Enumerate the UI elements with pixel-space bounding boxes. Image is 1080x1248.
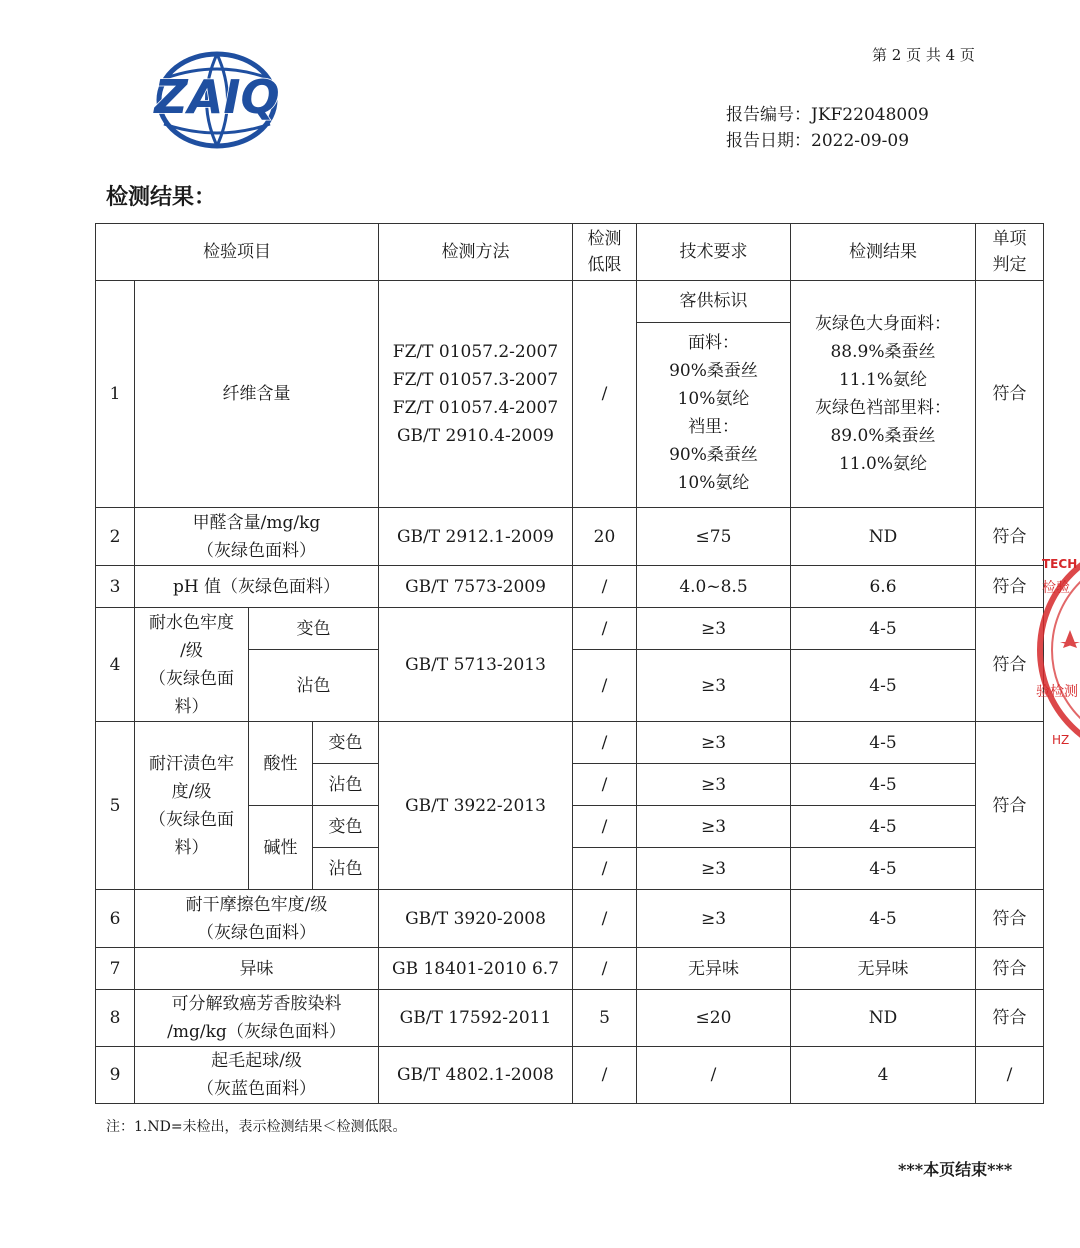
table-cell: 1 (96, 281, 135, 508)
table-cell: 4 (96, 608, 135, 722)
header-item: 检验项目 (96, 224, 379, 281)
table-cell: / (573, 806, 637, 848)
table-cell: 3 (96, 566, 135, 608)
table-cell: / (573, 722, 637, 764)
table-row (96, 566, 1044, 608)
table-cell: 20 (573, 508, 637, 566)
table-cell: 耐干摩擦色牢度/级 （灰绿色面料） (135, 890, 379, 948)
table-cell: 符合 (976, 608, 1044, 722)
table-cell: 4-5 (791, 806, 976, 848)
table-cell: 客供标识 面料： 90%桑蚕丝 10%氨纶 裆里： 90%桑蚕丝 10%氨纶 (637, 281, 791, 508)
table-row (96, 281, 1044, 508)
table-header-row (96, 224, 1044, 281)
table-cell: 变色 (249, 608, 379, 650)
table-cell: / (573, 650, 637, 722)
method-cell: FZ/T 01057.2-2007 FZ/T 01057.3-2007 FZ/T 01057.4-2007 GB/T 2910.4-2009 (379, 281, 573, 508)
table-cell: ≥3 (637, 608, 791, 650)
header-limit: 检测 低限 (573, 224, 637, 281)
table-cell: GB/T 3920-2008 (379, 890, 573, 948)
table-row (96, 890, 1044, 948)
report-date: 2022-09-09 (811, 131, 910, 151)
table-cell: 无异味 (791, 948, 976, 990)
table-cell: 2 (96, 508, 135, 566)
section-title: 检测结果： (106, 185, 217, 210)
table-cell: 纤维含量 (135, 281, 379, 508)
table-row (96, 1047, 1044, 1104)
table-row (96, 990, 1044, 1047)
table-cell: 沾色 (313, 848, 379, 890)
table-cell: ≥3 (637, 890, 791, 948)
results-table (95, 223, 1044, 1104)
table-cell: GB/T 5713-2013 (379, 608, 573, 722)
header-requirement: 技术要求 (637, 224, 791, 281)
table-cell: 符合 (976, 948, 1044, 990)
table-cell: 无异味 (637, 948, 791, 990)
table-cell: 符合 (976, 990, 1044, 1047)
table-cell: ND (791, 508, 976, 566)
table-cell: GB/T 3922-2013 (379, 722, 573, 890)
table-cell: 符合 (976, 566, 1044, 608)
table-cell: pH 值（灰绿色面料） (135, 566, 379, 608)
svg-text:TECH: TECH (1042, 557, 1078, 571)
report-number-line: 报告编号：JKF22048009 (726, 105, 929, 125)
table-cell: 6.6 (791, 566, 976, 608)
table-cell: / (573, 566, 637, 608)
requirement-subheader: 客供标识 (637, 281, 790, 323)
header-method: 检测方法 (379, 224, 573, 281)
table-row (96, 608, 1044, 650)
table-cell: 符合 (976, 890, 1044, 948)
logo-text: ZAIQ (154, 70, 280, 124)
table-cell: 符合 (976, 508, 1044, 566)
table-cell: 沾色 (313, 764, 379, 806)
table-row (96, 508, 1044, 566)
table-cell: 4.0~8.5 (637, 566, 791, 608)
table-cell: 碱性 (249, 806, 313, 890)
table-cell: 耐水色牢度 /级 （灰绿色面 料） (135, 608, 249, 722)
table-cell: ≥3 (637, 764, 791, 806)
table-cell: ≤20 (637, 990, 791, 1047)
table-cell: 可分解致癌芳香胺染料 /mg/kg（灰绿色面料） (135, 990, 379, 1047)
table-cell: 4-5 (791, 764, 976, 806)
table-cell: / (573, 948, 637, 990)
svg-text:验检测: 验检测 (1036, 684, 1078, 700)
table-cell: 4-5 (791, 890, 976, 948)
table-cell: / (573, 764, 637, 806)
table-cell: 8 (96, 990, 135, 1047)
table-cell: / (976, 1047, 1044, 1104)
table-cell: 4-5 (791, 608, 976, 650)
table-cell: 耐汗渍色牢 度/级 （灰绿色面 料） (135, 722, 249, 890)
table-cell: ≤75 (637, 508, 791, 566)
table-cell: 5 (96, 722, 135, 890)
table-cell: 7 (96, 948, 135, 990)
red-seal-stamp (1030, 530, 1080, 770)
table-cell: 4 (791, 1047, 976, 1104)
table-cell: ≥3 (637, 650, 791, 722)
header-result: 检测结果 (791, 224, 976, 281)
footnote: 注：1.ND=未检出，表示检测结果＜检测低限。 (106, 1119, 407, 1135)
table-cell: / (573, 281, 637, 508)
table-cell: 9 (96, 1047, 135, 1104)
table-cell: 4-5 (791, 650, 976, 722)
table-cell: / (573, 890, 637, 948)
table-cell: / (573, 848, 637, 890)
table-cell: GB/T 4802.1-2008 (379, 1047, 573, 1104)
report-number: JKF22048009 (811, 105, 929, 125)
table-cell: 5 (573, 990, 637, 1047)
table-cell: ≥3 (637, 848, 791, 890)
table-cell: 4-5 (791, 722, 976, 764)
page-number: 第 2 页 共 4 页 (872, 46, 975, 64)
table-cell: 异味 (135, 948, 379, 990)
table-cell: 4-5 (791, 848, 976, 890)
report-date-line: 报告日期：2022-09-09 (726, 131, 910, 151)
svg-text:HZ: HZ (1052, 733, 1070, 747)
table-cell: / (573, 1047, 637, 1104)
report-meta (726, 102, 929, 154)
table-cell: 符合 (976, 281, 1044, 508)
header-verdict: 单项 判定 (976, 224, 1044, 281)
table-cell: GB/T 17592-2011 (379, 990, 573, 1047)
table-cell: 酸性 (249, 722, 313, 806)
table-cell: / (637, 1047, 791, 1104)
table-cell: ≥3 (637, 806, 791, 848)
table-cell: ND (791, 990, 976, 1047)
table-cell: GB 18401-2010 6.7 (379, 948, 573, 990)
table-cell: GB/T 7573-2009 (379, 566, 573, 608)
table-cell: 甲醛含量/mg/kg （灰绿色面料） (135, 508, 379, 566)
zaiq-logo (126, 50, 308, 150)
svg-text:检验: 检验 (1042, 580, 1070, 596)
table-cell: 起毛起球/级 （灰蓝色面料） (135, 1047, 379, 1104)
table-cell: 沾色 (249, 650, 379, 722)
table-cell: 灰绿色大身面料： 88.9%桑蚕丝 11.1%氨纶 灰绿色裆部里料： 89.0%桑蚕丝 11.0%氨纶 (791, 281, 976, 508)
table-cell: ≥3 (637, 722, 791, 764)
page-end-marker: ***本页结束*** (898, 1160, 1013, 1179)
table-cell: GB/T 2912.1-2009 (379, 508, 573, 566)
table-cell: / (573, 608, 637, 650)
table-row (96, 948, 1044, 990)
table-cell: 6 (96, 890, 135, 948)
table-cell: 变色 (313, 722, 379, 764)
table-row (96, 722, 1044, 764)
table-cell: 符合 (976, 722, 1044, 890)
table-cell: 变色 (313, 806, 379, 848)
